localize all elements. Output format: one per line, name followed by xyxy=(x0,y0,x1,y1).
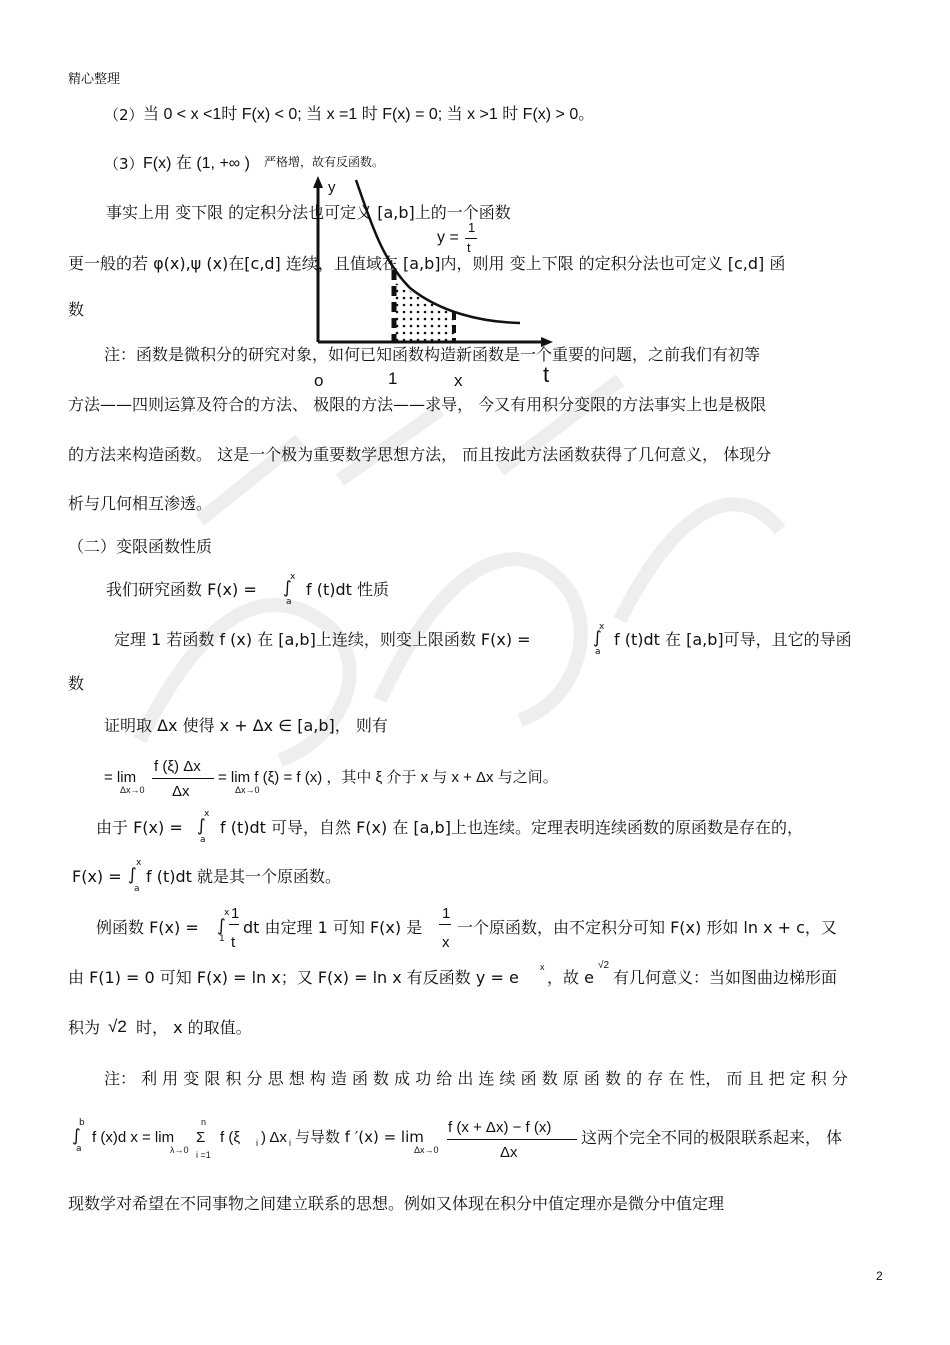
integral-sign: ∫ xyxy=(72,1126,81,1146)
curve-1-over-t xyxy=(356,180,520,323)
upper-limit-x: x xyxy=(136,858,142,868)
section-title: （二）变限函数性质 xyxy=(68,537,213,556)
theorem-1-part-b: f (t)dt 在 [a,b]可导，且它的导函 xyxy=(614,630,852,649)
note-1-line-4: 析与几何相互渗透。 xyxy=(68,494,213,513)
example-line-part-a: 例函数 F(x) = xyxy=(96,918,199,937)
lower-limit-a: a xyxy=(76,1144,82,1154)
graph-y-axis-label: y xyxy=(328,179,336,196)
integral-sign: ∫ xyxy=(593,628,602,648)
upper-limit-b: b xyxy=(79,1118,85,1128)
limit-subscript-dx-to-0: Δx→0 xyxy=(235,785,260,795)
graph-origin-label: o xyxy=(314,371,324,390)
example-line-2c: 有几何意义：当如图曲边梯形面 xyxy=(613,968,838,987)
upper-limit-x: x xyxy=(599,622,605,632)
example-line-part-c: 一个原函数，由不定积分可知 F(x) 形如 ln x + c，又 xyxy=(457,918,837,937)
derivative-expr: 与导数 f ′(x) = lim xyxy=(295,1128,424,1146)
limit-subscript-lambda-to-0: λ→0 xyxy=(170,1145,189,1155)
fraction-1-numerator: f (ξ) Δx xyxy=(154,758,201,775)
integral-sign: ∫ xyxy=(128,865,137,885)
note-1-line-2: 方法——四则运算及符合的方法、 极限的方法——求导， 今又有用积分变限的方法事实上也是极限 xyxy=(68,395,767,414)
fraction-1x-denominator: x xyxy=(442,934,450,951)
paragraph-general-limits-end: 数 xyxy=(68,300,85,319)
lower-limit-a: a xyxy=(595,647,601,657)
theorem-1-part-c: 数 xyxy=(68,674,85,693)
note-2-formula-end: 这两个完全不同的极限联系起来， 体 xyxy=(581,1128,843,1147)
sum-upper-n: n xyxy=(201,1117,207,1127)
example-line-2b: ，故 e xyxy=(547,968,594,987)
fraction-2-denominator: Δx xyxy=(500,1144,518,1161)
example-line-part-b: dt 由定理 1 可知 F(x) 是 xyxy=(243,918,423,937)
riemann-term-a: f (ξ xyxy=(220,1129,241,1146)
limit-eq-2: = lim f (ξ) = f (x) ，其中 ξ 介于 x 与 x + Δx 与之间。 xyxy=(218,769,558,786)
lower-limit-a: a xyxy=(134,884,140,894)
fraction-1x-numerator: 1 xyxy=(442,905,451,922)
original-line-part-b: f (t)dt 就是其一个原函数。 xyxy=(146,867,341,886)
superscript-x: x xyxy=(540,962,545,972)
example-line-3a: 积为 xyxy=(68,1018,101,1037)
page-header-label: 精心整理 xyxy=(68,72,121,87)
original-line-part-a: F(x) = xyxy=(72,867,122,886)
definite-integral-expr: f (x)d x = lim xyxy=(92,1129,175,1146)
lower-limit-a: a xyxy=(200,835,206,845)
graph-curve-label: y = xyxy=(437,229,459,246)
limit-eq-1: = lim xyxy=(104,769,137,786)
note-1-line-3: 的方法来构造函数。 这是一个极为重要数学思想方法， 而且按此方法函数获得了几何意义， 体现分 xyxy=(68,445,772,464)
study-line-prefix: 我们研究函数 F(x) = xyxy=(106,580,257,599)
subscript-i: i xyxy=(256,1138,258,1148)
integral-sign: ∫ xyxy=(283,578,292,598)
lower-limit-1: 1 xyxy=(219,934,225,944)
paragraph-variable-lower-limit: 事实上用 变下限 的定积分法也可定义 [a,b]上的一个函数 xyxy=(106,203,511,222)
upper-limit-x: x xyxy=(224,908,230,918)
proof-line: 证明取 Δx 使得 x + Δx ∈ [a,b]， 则有 xyxy=(104,716,388,735)
fraction-1t-bar xyxy=(229,924,239,925)
fraction-1-denominator: Δx xyxy=(172,783,190,800)
limit-subscript-dx-to-0: Δx→0 xyxy=(120,785,145,795)
fraction-2-bar xyxy=(447,1139,577,1140)
note-2-line-1: 注： 利 用 变 限 积 分 思 想 构 造 函 数 成 功 给 出 连 续 函 数 原 函 数 的 存 在 性， 而 且 把 定 积 分 xyxy=(104,1069,848,1088)
item-2-number: （2） xyxy=(104,106,144,124)
paragraph-general-limits: 更一般的若 φ(x),ψ (x)在[c,d] 连续，且值域在 [a,b]内，则用 变上下限 的定积分法也可定义 [c,d] 函 xyxy=(68,254,786,273)
graph-t-axis-label: t xyxy=(543,362,550,387)
graph-curve-frac-bar xyxy=(465,238,477,239)
integral-sign: ∫ xyxy=(217,916,226,936)
item-2-text: 当 0 < x <1时 F(x) < 0; 当 x =1 时 F(x) = 0; 当 x >1 时 F(x) > 0。 xyxy=(143,106,595,123)
subscript-i: i xyxy=(289,1138,291,1148)
item-3-text: F(x) 在 (1, +∞ ) xyxy=(143,155,250,172)
theorem-1-part-a: 定理 1 若函数 f (x) 在 [a,b]上连续，则变上限函数 F(x) = xyxy=(114,630,531,649)
item-3-number: （3） xyxy=(104,155,144,173)
fraction-1x-bar xyxy=(439,924,451,925)
due-line-part-a: 由于 F(x) = xyxy=(96,818,183,837)
lower-limit-a: a xyxy=(286,597,292,607)
note-1-line-1: 注：函数是微积分的研究对象，如何已知函数构造新函数是一个重要的问题，之前我们有初等 xyxy=(104,345,761,364)
fraction-1t-numerator: 1 xyxy=(231,905,240,922)
sqrt-2: √2 xyxy=(108,1017,127,1036)
graph-curve-num: 1 xyxy=(468,220,476,235)
fraction-2-numerator: f (x + Δx) − f (x) xyxy=(448,1119,552,1136)
limit-subscript-dx-to-0: Δx→0 xyxy=(414,1145,439,1155)
upper-limit-x: x xyxy=(204,809,210,819)
shaded-area xyxy=(394,282,454,342)
study-line-body: f (t)dt 性质 xyxy=(306,580,389,599)
riemann-term-b: ) Δx xyxy=(261,1129,287,1146)
integral-sign: ∫ xyxy=(197,816,206,836)
superscript-sqrt2: √2 xyxy=(598,960,610,971)
graph-curve-den: t xyxy=(467,240,471,255)
graph-tick-x: x xyxy=(454,371,463,390)
fraction-1-bar xyxy=(152,778,214,779)
graph-tick-1: 1 xyxy=(388,369,398,388)
page-number: 2 xyxy=(876,1269,883,1283)
example-line-3b: 时， x 的取值。 xyxy=(136,1018,252,1037)
sum-lower-i1: i =1 xyxy=(196,1150,211,1160)
fraction-1t-denominator: t xyxy=(231,934,236,951)
due-line-part-b: f (t)dt 可导，自然 F(x) 在 [a,b]上也连续。定理表明连续函数的原函数是存在的， xyxy=(220,818,803,837)
sigma-symbol: Σ xyxy=(196,1129,206,1146)
y-axis-arrow xyxy=(313,176,323,188)
last-line: 现数学对希望在不同事物之间建立联系的思想。例如又体现在积分中值定理亦是微分中值定理 xyxy=(68,1194,725,1213)
example-line-2: 由 F(1) = 0 可知 F(x) = ln x；又 F(x) = ln x 有反函数 y = e xyxy=(68,968,519,987)
item-3-small-text: 严格增，故有反函数。 xyxy=(264,155,385,169)
upper-limit-x: x xyxy=(290,572,296,582)
